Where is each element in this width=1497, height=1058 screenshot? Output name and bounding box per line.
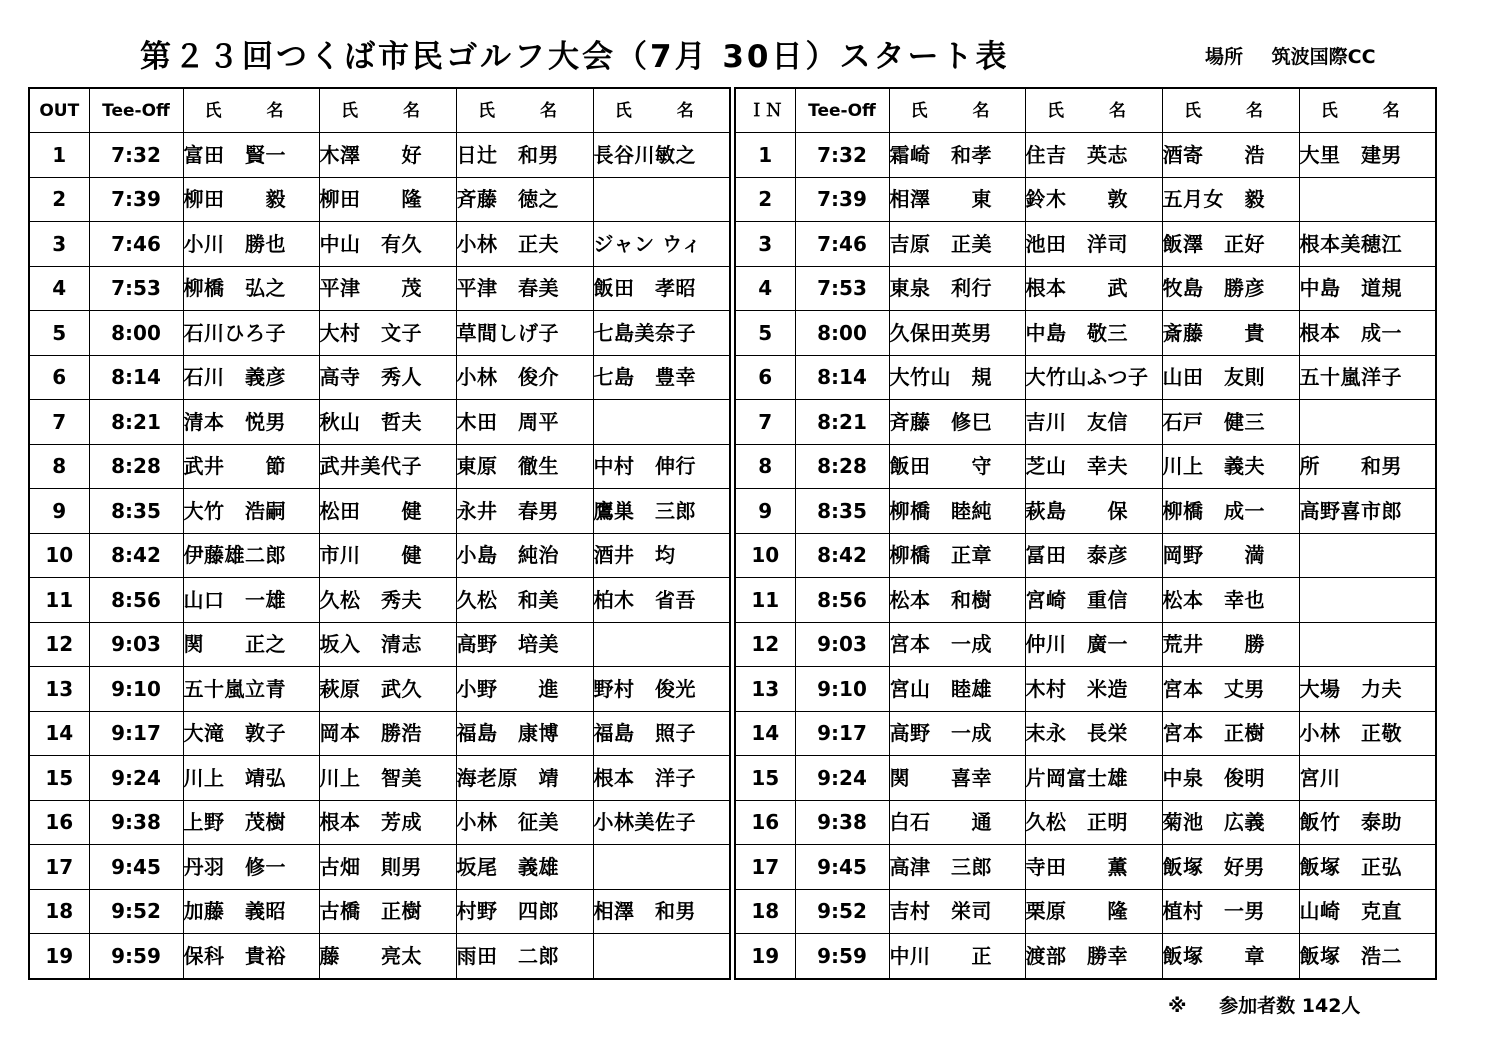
out-player-name: 市川 健: [319, 533, 456, 578]
out-player-name: 根本 芳成: [319, 800, 456, 845]
in-player-name: 中泉 俊明: [1162, 756, 1299, 801]
in-player-name: [1299, 177, 1436, 222]
in-tee-off-time: 9:17: [795, 711, 889, 756]
in-player-name: 植村 一男: [1162, 889, 1299, 934]
in-player-name: 高津 三郎: [889, 845, 1025, 890]
in-group-number: 8: [735, 444, 795, 489]
out-header-name: 氏 名: [456, 88, 593, 133]
in-player-name: 飯澤 正好: [1162, 222, 1299, 267]
in-player-name: 白石 通: [889, 800, 1025, 845]
out-header-name: 氏 名: [183, 88, 319, 133]
out-tee-off-time: 8:35: [89, 489, 183, 534]
out-player-name: 石川ひろ子: [183, 311, 319, 356]
in-tee-off-time: 8:21: [795, 400, 889, 445]
out-player-name: [593, 845, 730, 890]
in-table-row: [735, 311, 1436, 356]
in-player-name: 宮本 丈男: [1162, 667, 1299, 712]
in-tee-off-time: 8:14: [795, 355, 889, 400]
out-player-name: 斉藤 徳之: [456, 177, 593, 222]
out-group-number: 5: [29, 311, 89, 356]
in-tee-off-time: 8:56: [795, 578, 889, 623]
out-group-number: 6: [29, 355, 89, 400]
out-player-name: 柳橋 弘之: [183, 266, 319, 311]
in-player-name: 霜崎 和孝: [889, 133, 1025, 178]
in-player-name: 荒井 勝: [1162, 622, 1299, 667]
in-player-name: 東泉 利行: [889, 266, 1025, 311]
out-player-name: 小島 純治: [456, 533, 593, 578]
out-group-number: 11: [29, 578, 89, 623]
out-player-name: 木田 周平: [456, 400, 593, 445]
in-player-name: 飯塚 好男: [1162, 845, 1299, 890]
in-table-row: [735, 845, 1436, 890]
in-group-number: 7: [735, 400, 795, 445]
in-table-row: [735, 667, 1436, 712]
out-tee-off-time: 8:56: [89, 578, 183, 623]
out-player-name: 大滝 敦子: [183, 711, 319, 756]
out-header-course: OUT: [29, 88, 89, 133]
out-group-number: 18: [29, 889, 89, 934]
in-player-name: 斎藤 貴: [1162, 311, 1299, 356]
in-player-name: 宮崎 重信: [1025, 578, 1162, 623]
in-player-name: 関 喜幸: [889, 756, 1025, 801]
in-group-number: 13: [735, 667, 795, 712]
out-tee-off-time: 8:14: [89, 355, 183, 400]
in-table-row: [735, 222, 1436, 267]
page-title: 第２３回つくば市民ゴルフ大会（7月 30日）スタート表: [140, 39, 1010, 75]
out-group-number: 4: [29, 266, 89, 311]
in-player-name: 松本 幸也: [1162, 578, 1299, 623]
in-player-name: 大竹山ふつ子: [1025, 355, 1162, 400]
out-group-number: 2: [29, 177, 89, 222]
in-player-name: 飯塚 正弘: [1299, 845, 1436, 890]
participant-count-label: 参加者数: [1219, 995, 1296, 1017]
out-player-name: 草間しげ子: [456, 311, 593, 356]
in-player-name: 根本美穂江: [1299, 222, 1436, 267]
in-header-tee-off: Tee-Off: [795, 88, 889, 133]
in-tee-off-time: 7:39: [795, 177, 889, 222]
out-player-name: 平津 茂: [319, 266, 456, 311]
out-table-row: [29, 845, 730, 890]
in-player-name: [1299, 400, 1436, 445]
in-player-name: 岡野 満: [1162, 533, 1299, 578]
in-group-number: 3: [735, 222, 795, 267]
out-player-name: 石川 義彦: [183, 355, 319, 400]
out-player-name: 木澤 好: [319, 133, 456, 178]
out-player-name: 富田 賢一: [183, 133, 319, 178]
out-table-row: [29, 711, 730, 756]
in-player-name: 小林 正敬: [1299, 711, 1436, 756]
in-player-name: [1299, 622, 1436, 667]
out-tee-off-time: 8:28: [89, 444, 183, 489]
out-player-name: 七島美奈子: [593, 311, 730, 356]
out-tee-off-time: 9:10: [89, 667, 183, 712]
out-table-row: [29, 756, 730, 801]
out-player-name: 東原 徹生: [456, 444, 593, 489]
in-player-name: 宮本 一成: [889, 622, 1025, 667]
out-player-name: 日辻 和男: [456, 133, 593, 178]
out-player-name: 平津 春美: [456, 266, 593, 311]
out-table-row: [29, 622, 730, 667]
in-tee-off-time: 9:10: [795, 667, 889, 712]
out-tee-off-time: 9:17: [89, 711, 183, 756]
in-player-name: 木村 米造: [1025, 667, 1162, 712]
out-player-name: 岡本 勝浩: [319, 711, 456, 756]
out-table-row: [29, 133, 730, 178]
in-player-name: 牧島 勝彦: [1162, 266, 1299, 311]
out-table-row: [29, 177, 730, 222]
out-player-name: 小野 進: [456, 667, 593, 712]
out-player-name: 川上 智美: [319, 756, 456, 801]
in-player-name: 飯竹 泰助: [1299, 800, 1436, 845]
out-table-row: [29, 355, 730, 400]
in-header-row: [735, 88, 1436, 133]
out-group-number: 17: [29, 845, 89, 890]
out-header-row: [29, 88, 730, 133]
in-player-name: 中川 正: [889, 934, 1025, 979]
in-player-name: 大里 建男: [1299, 133, 1436, 178]
out-group-number: 8: [29, 444, 89, 489]
in-table-row: [735, 355, 1436, 400]
out-table-row: [29, 533, 730, 578]
in-start-table: [734, 87, 1437, 980]
in-player-name: 五月女 毅: [1162, 177, 1299, 222]
out-tee-off-time: 9:45: [89, 845, 183, 890]
out-player-name: 野村 俊光: [593, 667, 730, 712]
in-header-name: 氏 名: [889, 88, 1025, 133]
in-player-name: 相澤 東: [889, 177, 1025, 222]
in-group-number: 12: [735, 622, 795, 667]
out-player-name: [593, 177, 730, 222]
out-group-number: 14: [29, 711, 89, 756]
out-table-row: [29, 667, 730, 712]
out-player-name: [593, 622, 730, 667]
out-table-row: [29, 311, 730, 356]
in-player-name: 所 和男: [1299, 444, 1436, 489]
in-player-name: 山田 友則: [1162, 355, 1299, 400]
in-player-name: 山崎 克直: [1299, 889, 1436, 934]
in-group-number: 2: [735, 177, 795, 222]
in-player-name: 酒寄 浩: [1162, 133, 1299, 178]
venue-label: 場所: [1205, 46, 1244, 68]
out-group-number: 3: [29, 222, 89, 267]
out-tee-off-time: 8:42: [89, 533, 183, 578]
out-player-name: 相澤 和男: [593, 889, 730, 934]
in-group-number: 10: [735, 533, 795, 578]
in-group-number: 5: [735, 311, 795, 356]
out-table-row: [29, 934, 730, 979]
out-table-row: [29, 400, 730, 445]
in-tee-off-time: 7:32: [795, 133, 889, 178]
out-player-name: 古畑 則男: [319, 845, 456, 890]
in-table-row: [735, 622, 1436, 667]
out-tee-off-time: 7:53: [89, 266, 183, 311]
out-player-name: 七島 豊幸: [593, 355, 730, 400]
out-table-row: [29, 266, 730, 311]
in-player-name: 大竹山 規: [889, 355, 1025, 400]
out-table-row: [29, 444, 730, 489]
out-player-name: 武井美代子: [319, 444, 456, 489]
in-header-course: ＩＮ: [735, 88, 795, 133]
out-table-row: [29, 800, 730, 845]
venue: [1205, 42, 1376, 72]
out-player-name: 保科 貴裕: [183, 934, 319, 979]
in-table-row: [735, 934, 1436, 979]
in-player-name: 芝山 幸夫: [1025, 444, 1162, 489]
in-player-name: 斉藤 修巳: [889, 400, 1025, 445]
in-player-name: 萩島 保: [1025, 489, 1162, 534]
out-tee-off-time: 9:52: [89, 889, 183, 934]
in-player-name: 根本 成一: [1299, 311, 1436, 356]
in-group-number: 16: [735, 800, 795, 845]
in-player-name: 中島 敬三: [1025, 311, 1162, 356]
out-tee-off-time: 9:59: [89, 934, 183, 979]
in-player-name: 宮本 正樹: [1162, 711, 1299, 756]
out-player-name: 柳田 毅: [183, 177, 319, 222]
out-player-name: 福島 康博: [456, 711, 593, 756]
in-group-number: 14: [735, 711, 795, 756]
in-player-name: 吉原 正美: [889, 222, 1025, 267]
out-player-name: 鷹巣 三郎: [593, 489, 730, 534]
in-player-name: 柳橋 成一: [1162, 489, 1299, 534]
in-tee-off-time: 8:28: [795, 444, 889, 489]
in-table-row: [735, 444, 1436, 489]
out-player-name: 伊藤雄二郎: [183, 533, 319, 578]
in-player-name: 池田 洋司: [1025, 222, 1162, 267]
in-tee-off-time: 9:59: [795, 934, 889, 979]
out-player-name: 坂尾 義雄: [456, 845, 593, 890]
in-player-name: 飯塚 章: [1162, 934, 1299, 979]
out-tee-off-time: 8:00: [89, 311, 183, 356]
out-player-name: 柳田 隆: [319, 177, 456, 222]
out-player-name: 秋山 哲夫: [319, 400, 456, 445]
out-group-number: 7: [29, 400, 89, 445]
out-player-name: 五十嵐立青: [183, 667, 319, 712]
out-group-number: 10: [29, 533, 89, 578]
out-table-row: [29, 489, 730, 534]
out-player-name: 久松 秀夫: [319, 578, 456, 623]
in-player-name: 飯塚 浩二: [1299, 934, 1436, 979]
out-player-name: 清本 悦男: [183, 400, 319, 445]
out-tee-off-time: 7:46: [89, 222, 183, 267]
in-table-row: [735, 889, 1436, 934]
out-player-name: 高野 培美: [456, 622, 593, 667]
in-table-row: [735, 533, 1436, 578]
in-table-row: [735, 177, 1436, 222]
in-table-row: [735, 711, 1436, 756]
out-tee-off-time: 9:38: [89, 800, 183, 845]
out-player-name: 長谷川敏之: [593, 133, 730, 178]
in-player-name: 鈴木 敦: [1025, 177, 1162, 222]
out-group-number: 12: [29, 622, 89, 667]
out-player-name: 飯田 孝昭: [593, 266, 730, 311]
out-player-name: 山口 一雄: [183, 578, 319, 623]
out-player-name: 大村 文子: [319, 311, 456, 356]
out-header-tee-off: Tee-Off: [89, 88, 183, 133]
out-player-name: 武井 節: [183, 444, 319, 489]
in-player-name: 久松 正明: [1025, 800, 1162, 845]
out-tee-off-time: 7:39: [89, 177, 183, 222]
out-table-row: [29, 222, 730, 267]
out-player-name: 関 正之: [183, 622, 319, 667]
in-header-name: 氏 名: [1025, 88, 1162, 133]
out-group-number: 1: [29, 133, 89, 178]
in-player-name: 宮川: [1299, 756, 1436, 801]
out-player-name: 村野 四郎: [456, 889, 593, 934]
in-tee-off-time: 9:24: [795, 756, 889, 801]
in-player-name: 宮山 睦雄: [889, 667, 1025, 712]
out-player-name: ジャン ウィ: [593, 222, 730, 267]
in-player-name: 五十嵐洋子: [1299, 355, 1436, 400]
in-group-number: 18: [735, 889, 795, 934]
in-player-name: 高野 一成: [889, 711, 1025, 756]
in-player-name: 高野喜市郎: [1299, 489, 1436, 534]
in-player-name: 渡部 勝幸: [1025, 934, 1162, 979]
in-player-name: 寺田 薫: [1025, 845, 1162, 890]
in-tee-off-time: 9:45: [795, 845, 889, 890]
out-player-name: 酒井 均: [593, 533, 730, 578]
out-header-name: 氏 名: [593, 88, 730, 133]
in-player-name: 末永 長栄: [1025, 711, 1162, 756]
out-player-name: 小林 正夫: [456, 222, 593, 267]
in-table-row: [735, 489, 1436, 534]
in-table-row: [735, 756, 1436, 801]
note-mark: ※: [1168, 995, 1187, 1017]
out-tee-off-time: 8:21: [89, 400, 183, 445]
out-player-name: 柏木 省吾: [593, 578, 730, 623]
out-tee-off-time: 9:24: [89, 756, 183, 801]
out-player-name: 藤 亮太: [319, 934, 456, 979]
in-player-name: 松本 和樹: [889, 578, 1025, 623]
out-header-name: 氏 名: [319, 88, 456, 133]
out-player-name: 大竹 浩嗣: [183, 489, 319, 534]
out-group-number: 13: [29, 667, 89, 712]
out-tee-off-time: 9:03: [89, 622, 183, 667]
out-player-name: 丹羽 修一: [183, 845, 319, 890]
in-player-name: 片岡富士雄: [1025, 756, 1162, 801]
out-player-name: 坂入 清志: [319, 622, 456, 667]
out-player-name: 福島 照子: [593, 711, 730, 756]
in-group-number: 17: [735, 845, 795, 890]
out-player-name: 雨田 二郎: [456, 934, 593, 979]
participant-count-note: [1168, 992, 1360, 1020]
out-player-name: 川上 靖弘: [183, 756, 319, 801]
out-player-name: 小川 勝也: [183, 222, 319, 267]
out-player-name: 上野 茂樹: [183, 800, 319, 845]
in-tee-off-time: 8:42: [795, 533, 889, 578]
in-group-number: 6: [735, 355, 795, 400]
in-player-name: 川上 義夫: [1162, 444, 1299, 489]
venue-value: 筑波国際CC: [1271, 46, 1376, 68]
out-tee-off-time: 7:32: [89, 133, 183, 178]
in-group-number: 11: [735, 578, 795, 623]
in-tee-off-time: 8:00: [795, 311, 889, 356]
out-player-name: 古橋 正樹: [319, 889, 456, 934]
in-group-number: 15: [735, 756, 795, 801]
in-player-name: 大場 力夫: [1299, 667, 1436, 712]
in-header-name: 氏 名: [1162, 88, 1299, 133]
out-player-name: 高寺 秀人: [319, 355, 456, 400]
in-header-name: 氏 名: [1299, 88, 1436, 133]
in-player-name: 柳橋 正章: [889, 533, 1025, 578]
in-player-name: 住吉 英志: [1025, 133, 1162, 178]
out-player-name: 小林 征美: [456, 800, 593, 845]
in-player-name: 根本 武: [1025, 266, 1162, 311]
out-player-name: 根本 洋子: [593, 756, 730, 801]
in-player-name: 柳橋 睦純: [889, 489, 1025, 534]
out-player-name: 萩原 武久: [319, 667, 456, 712]
in-tee-off-time: 9:52: [795, 889, 889, 934]
out-player-name: 久松 和美: [456, 578, 593, 623]
in-table-row: [735, 133, 1436, 178]
out-group-number: 9: [29, 489, 89, 534]
in-player-name: [1299, 533, 1436, 578]
in-player-name: [1299, 578, 1436, 623]
in-group-number: 19: [735, 934, 795, 979]
in-player-name: 栗原 隆: [1025, 889, 1162, 934]
in-player-name: 飯田 守: [889, 444, 1025, 489]
out-player-name: 小林 俊介: [456, 355, 593, 400]
out-group-number: 16: [29, 800, 89, 845]
in-player-name: 久保田英男: [889, 311, 1025, 356]
participant-count-value: 142人: [1301, 995, 1361, 1017]
in-player-name: 菊池 広義: [1162, 800, 1299, 845]
out-table-row: [29, 889, 730, 934]
out-start-table: [28, 87, 731, 980]
in-player-name: 中島 道規: [1299, 266, 1436, 311]
out-player-name: [593, 400, 730, 445]
in-player-name: 吉村 栄司: [889, 889, 1025, 934]
out-player-name: 海老原 靖: [456, 756, 593, 801]
in-player-name: 吉川 友信: [1025, 400, 1162, 445]
in-table-row: [735, 266, 1436, 311]
out-player-name: 永井 春男: [456, 489, 593, 534]
in-tee-off-time: 8:35: [795, 489, 889, 534]
out-group-number: 19: [29, 934, 89, 979]
in-tee-off-time: 9:38: [795, 800, 889, 845]
out-player-name: 中山 有久: [319, 222, 456, 267]
in-table-row: [735, 578, 1436, 623]
in-group-number: 1: [735, 133, 795, 178]
out-player-name: 松田 健: [319, 489, 456, 534]
out-table-row: [29, 578, 730, 623]
in-tee-off-time: 9:03: [795, 622, 889, 667]
in-player-name: 冨田 泰彦: [1025, 533, 1162, 578]
in-tee-off-time: 7:53: [795, 266, 889, 311]
in-table-row: [735, 800, 1436, 845]
out-player-name: 加藤 義昭: [183, 889, 319, 934]
in-table-row: [735, 400, 1436, 445]
out-player-name: [593, 934, 730, 979]
out-player-name: 小林美佐子: [593, 800, 730, 845]
out-player-name: 中村 伸行: [593, 444, 730, 489]
in-group-number: 4: [735, 266, 795, 311]
out-group-number: 15: [29, 756, 89, 801]
in-player-name: 石戸 健三: [1162, 400, 1299, 445]
in-player-name: 仲川 廣一: [1025, 622, 1162, 667]
in-tee-off-time: 7:46: [795, 222, 889, 267]
in-group-number: 9: [735, 489, 795, 534]
